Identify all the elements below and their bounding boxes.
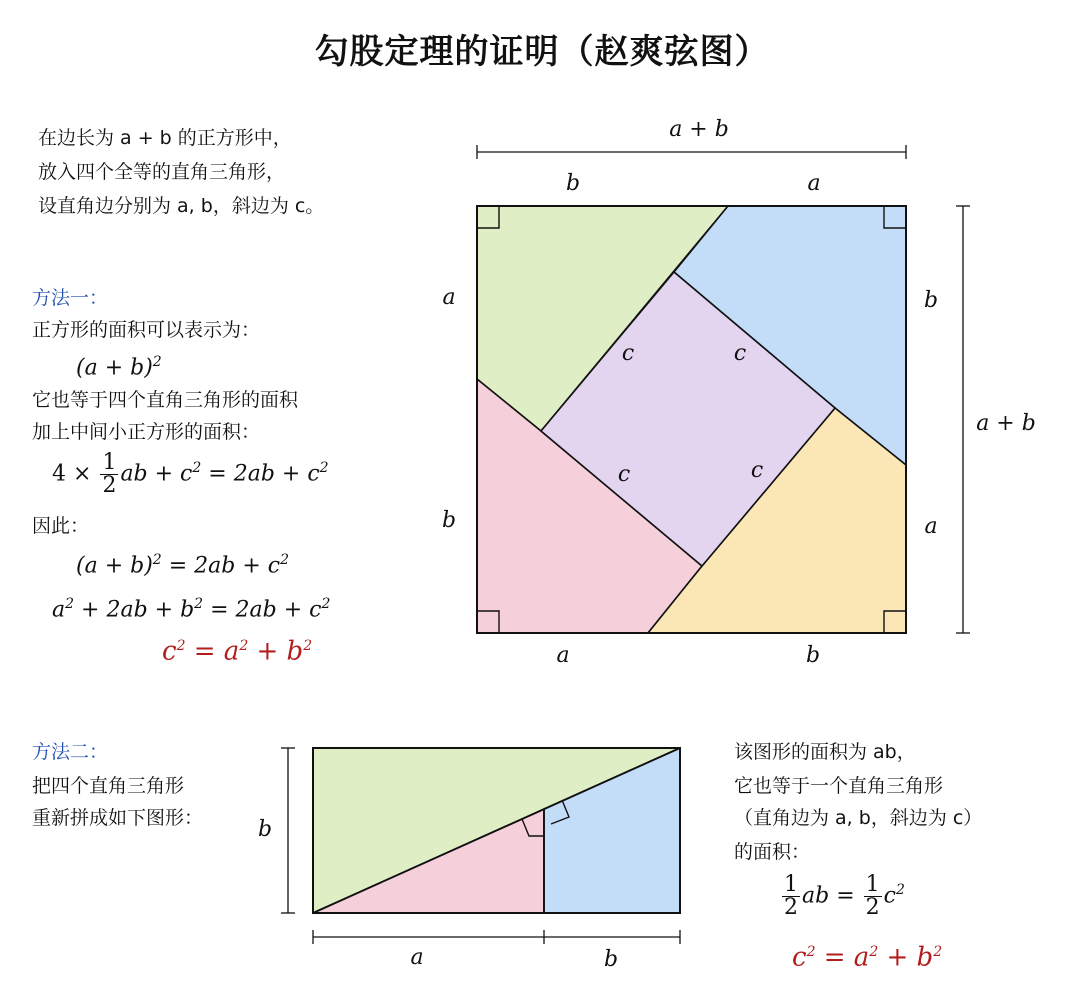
method2-line-1: 把四个直角三角形 xyxy=(32,775,185,797)
rect-label-bottom-a: a xyxy=(410,945,424,970)
fraction-one-half-a: $\frac{1}{2}$ xyxy=(784,872,798,920)
method2-eq: $\frac{1}{2}$ ab = $\frac{1}{2}$ $c^2$ xyxy=(784,872,905,920)
fraction-one-half-b: $\frac{1}{2}$ xyxy=(865,872,880,920)
intro-line-2: 放入四个全等的直角三角形， xyxy=(38,161,286,183)
method1-line-3: 加上中间小正方形的面积： xyxy=(32,421,261,443)
label-left-a: a xyxy=(442,285,456,310)
label-bottom-a: a xyxy=(556,643,570,668)
intro-line-1: 在边长为 a + b 的正方形中， xyxy=(38,127,292,149)
method2-heading: 方法二： xyxy=(32,741,109,763)
label-c-1: c xyxy=(621,341,635,366)
dimension-top xyxy=(477,145,906,159)
method2-right-line-3: （直角边为 a, b，斜边为 c） xyxy=(734,807,983,829)
method1-line-1: 正方形的面积可以表示为： xyxy=(32,319,261,341)
rect-label-left-b: b xyxy=(257,817,273,842)
dimension-right xyxy=(956,206,970,633)
method1-result: $c^2 = a^2 + b^2$ xyxy=(162,636,313,667)
label-c-4: c xyxy=(750,458,764,483)
method2-right-line-4: 的面积： xyxy=(734,841,811,863)
method1-eq-4: $a^2 + 2ab + b^2 = 2ab + c^2$ xyxy=(52,596,331,623)
rectangle-diagram xyxy=(313,748,680,913)
method2-right-line-1: 该图形的面积为 ab， xyxy=(734,741,916,763)
method1-heading: 方法一： xyxy=(32,287,109,309)
label-right-a: a xyxy=(924,514,938,539)
method2-result: $c^2 = a^2 + b^2$ xyxy=(792,942,943,973)
intro-line-3: 设直角边分别为 a, b，斜边为 c。 xyxy=(38,195,325,217)
label-top-span: a + b xyxy=(669,117,729,142)
label-right-span: a + b xyxy=(976,411,1036,436)
label-right-b: b xyxy=(923,288,939,313)
rect-dimension-bottom xyxy=(313,930,680,944)
method1-eq-3: $(a + b)^2 = 2ab + c^2$ xyxy=(76,552,289,579)
method2-line-2: 重新拼成如下图形： xyxy=(32,807,204,829)
label-top-b: b xyxy=(565,171,581,196)
fraction-one-half: $\frac{1}{2}$ xyxy=(102,450,117,498)
page-title: 勾股定理的证明（赵爽弦图） xyxy=(314,32,770,72)
label-c-2: c xyxy=(733,341,747,366)
label-bottom-b: b xyxy=(805,643,821,668)
method1-eq-2: 4 × $\frac{1}{2}$ ab + $c^2 = 2ab + c^2$ xyxy=(52,450,329,498)
label-c-3: c xyxy=(617,462,631,487)
method1-eq-1: $(a + b)^2$ xyxy=(76,354,162,381)
method2-right-line-2: 它也等于一个直角三角形 xyxy=(734,775,944,797)
label-left-b: b xyxy=(441,508,457,533)
method1-line-2: 它也等于四个直角三角形的面积 xyxy=(32,389,299,411)
rect-dimension-left xyxy=(281,748,295,913)
outer-square-fills xyxy=(477,206,906,633)
label-top-a: a xyxy=(807,171,821,196)
rect-label-bottom-b: b xyxy=(603,947,619,972)
method1-line-4: 因此： xyxy=(32,515,90,537)
